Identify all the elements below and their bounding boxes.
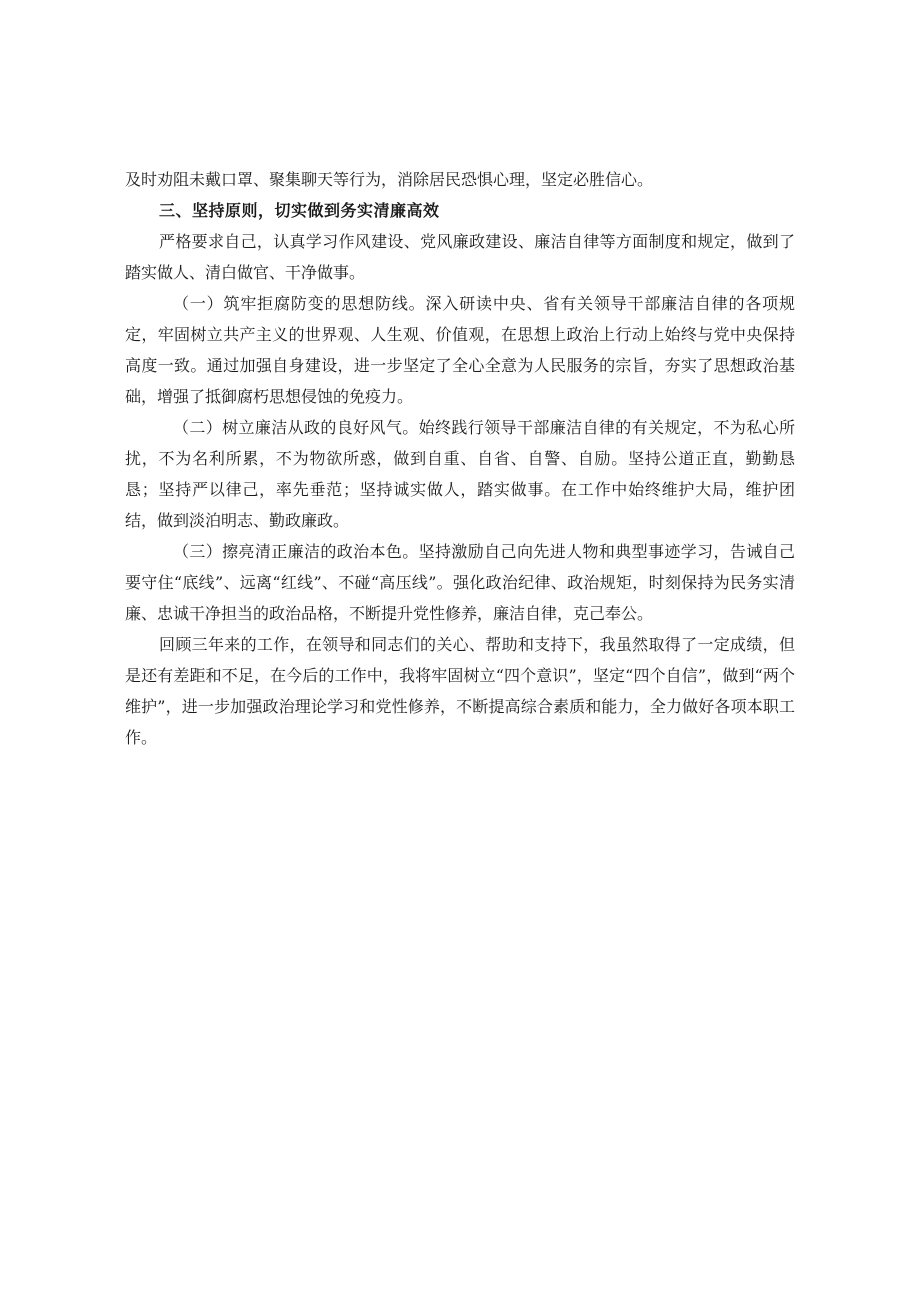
conclusion-paragraph: 回顾三年来的工作，在领导和同志们的关心、帮助和支持下，我虽然取得了一定成绩，但是还有差距和不足，在今后的工作中，我将牢固树立“四个意识”，坚定“四个自信”，做到“两个维护”，进一步加强政治理论学习和党性修养，不断提高综合素质和能力，全力做好各项本职工作。 <box>125 635 795 747</box>
item-paragraph-3: （三）擦亮清正廉洁的政治本色。坚持激励自己向先进人物和典型事迹学习，告诫自己要守住“底线”、远离“红线”、不碰“高压线”。强化政治纪律、政治规矩，时刻保持为民务实清廉、忠诚干净担当的政治品格，不断提升党性修养，廉洁自律，克己奉公。 <box>125 542 795 623</box>
section-intro-paragraph: 严格要求自己，认真学习作风建设、党风廉政建设、廉洁自律等方面制度和规定，做到了踏实做人、清白做官、干净做事。 <box>125 232 795 282</box>
section-heading: 三、坚持原则，切实做到务实清廉高效 <box>159 201 440 220</box>
document-body <box>125 164 795 753</box>
continuation-paragraph: 及时劝阻未戴口罩、聚集聊天等行为，消除居民恐惧心理，坚定必胜信心。 <box>125 170 654 189</box>
item-paragraph-1: （一）筑牢拒腐防变的思想防线。深入研读中央、省有关领导干部廉洁自律的各项规定，牢固树立共产主义的世界观、人生观、价值观，在思想上政治上行动上始终与党中央保持高度一致。通过加强自身建设，进一步坚定了全心全意为人民服务的宗旨，夯实了思想政治基础，增强了抵御腐朽思想侵蚀的免疫力。 <box>125 294 795 406</box>
item-paragraph-2: （二）树立廉洁从政的良好风气。始终践行领导干部廉洁自律的有关规定，不为私心所扰，不为名利所累，不为物欲所惑，做到自重、自省、自警、自励。坚持公道正直，勤勤恳恳；坚持严以律己，率先垂范；坚持诚实做人，踏实做事。在工作中始终维护大局，维护团结，做到淡泊明志、勤政廉政。 <box>125 418 795 530</box>
